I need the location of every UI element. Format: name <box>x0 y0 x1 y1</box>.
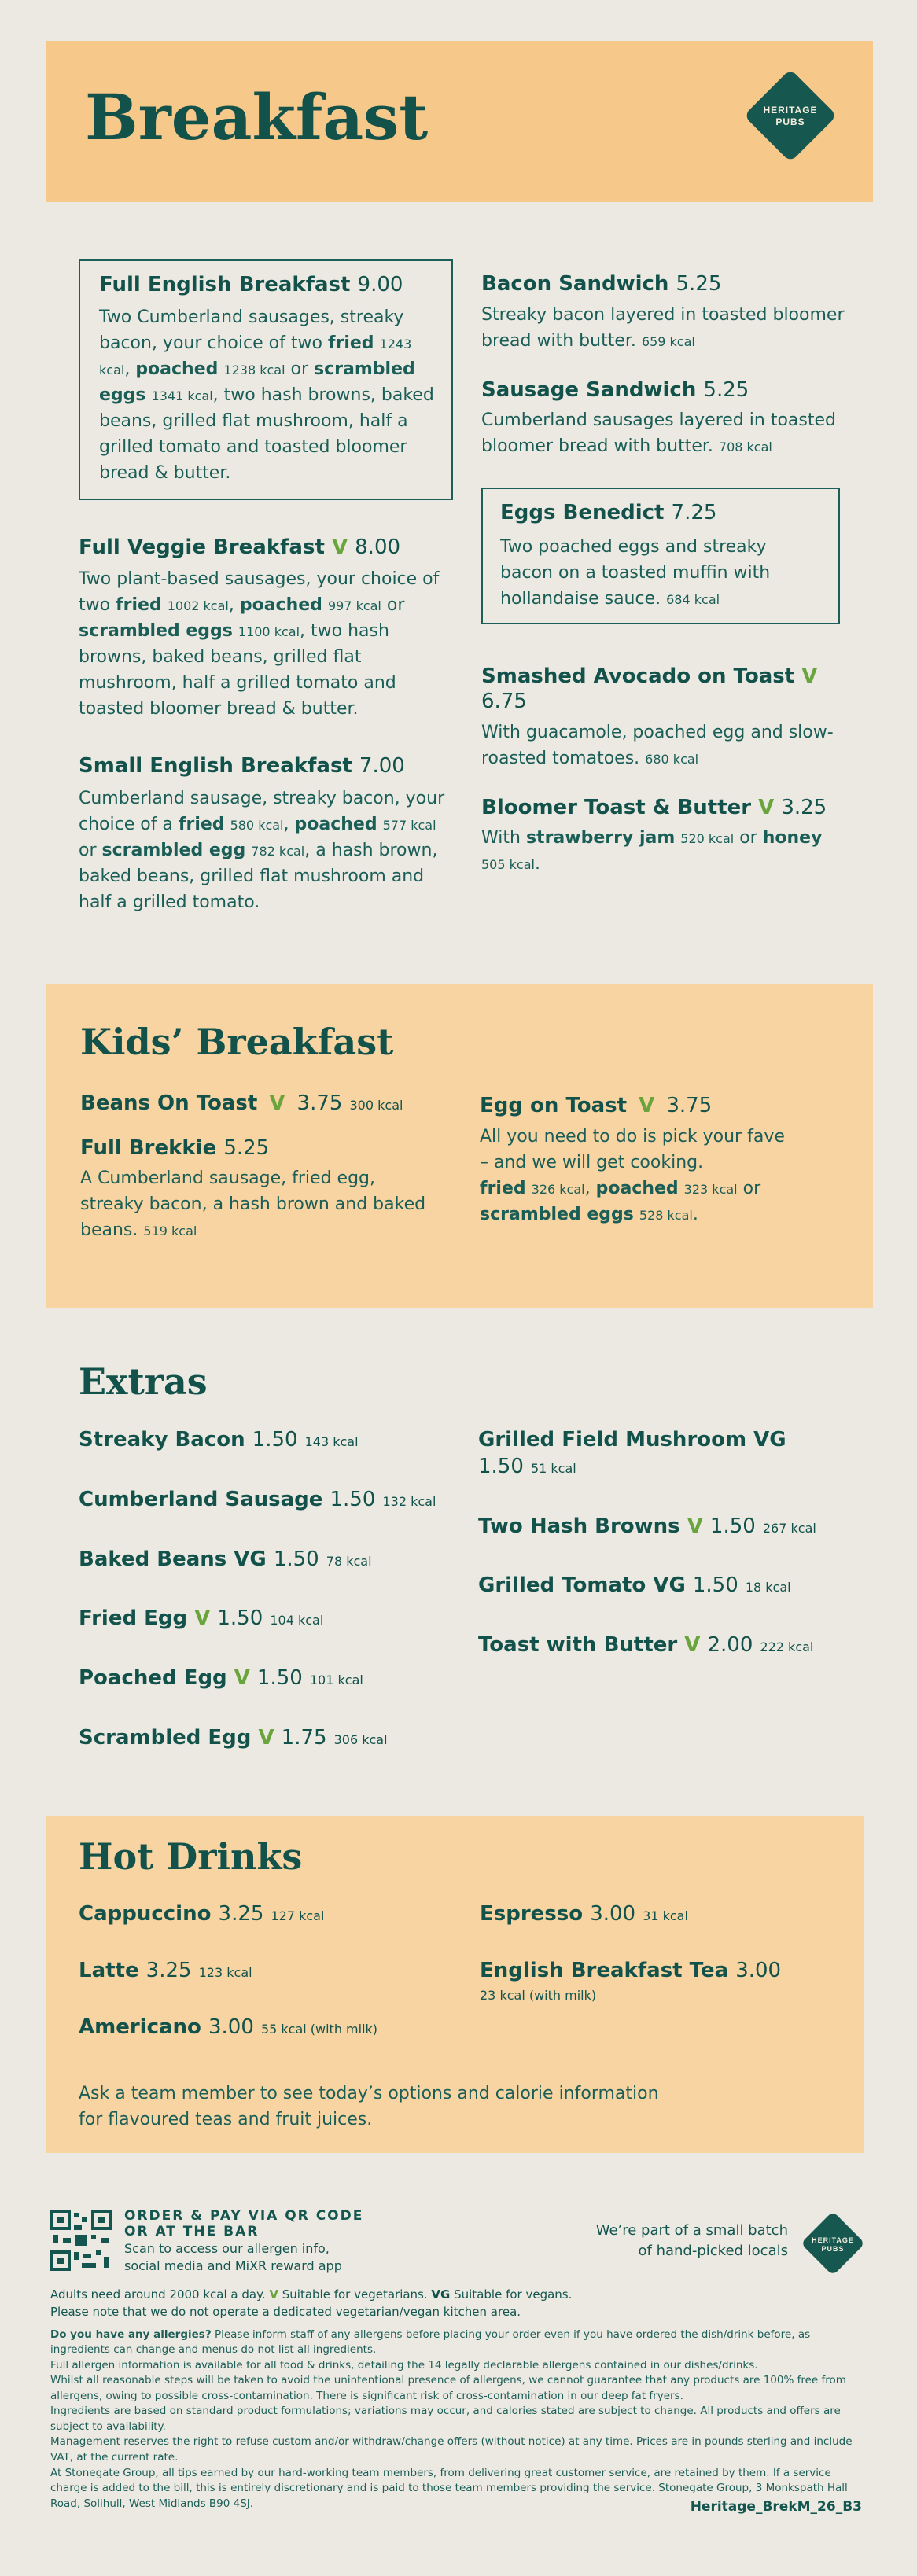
espresso-item <box>480 1901 849 1928</box>
extra-item <box>79 1725 472 1752</box>
item-name: Smashed Avocado on Toast <box>481 664 795 688</box>
item-price: 1.50 <box>478 1454 524 1478</box>
item-description: A Cumberland sausage, fried egg, streaky bacon, a hash brown and baked beans. 519 kcal <box>80 1168 426 1240</box>
extra-item <box>79 1606 472 1632</box>
kcal: 31 kcal <box>643 1908 688 1923</box>
full-english-box <box>79 259 453 500</box>
item-price: 1.50 <box>692 1573 738 1598</box>
item-price: 2.00 <box>707 1633 753 1658</box>
item-name: Poached Egg <box>79 1666 227 1691</box>
bacon-sandwich-item <box>481 271 851 354</box>
footer-logo <box>797 2208 868 2279</box>
item-description: With guacamole, poached egg and slow-roasted tomatoes. 680 kcal <box>481 722 834 768</box>
qr-code[interactable] <box>50 2210 112 2271</box>
tips-note: At Stonegate Group, all tips earned by our hard-working team members, from delivering great customer service, are retained by them. If a service charge is added to the bill, this is entirely discretionary and is paid to those team members providing the service. Stonegate Group, 3 Monkspath Hall Road, Solihull, West Midlands B90 4SJ. <box>50 2466 848 2510</box>
menu-code: Heritage_BrekM_26_B3 <box>690 2499 862 2515</box>
hot-drinks-title: Hot Drinks <box>79 1835 303 1878</box>
qr-sub-line1: Scan to access our allergen info, <box>124 2240 330 2256</box>
vegetarian-badge: V <box>684 1633 701 1658</box>
allergen-info: Full allergen information is available for all food & drinks, detailing the 14 legally declarable allergens contained in our dishes/drinks. <box>50 2358 758 2372</box>
qr-sub-line2: social media and MiXR reward app <box>124 2258 342 2274</box>
kcal: 1243 kcal <box>99 336 412 377</box>
kcal: 51 kcal <box>530 1460 576 1476</box>
logo-line2: PUBS <box>821 2245 845 2254</box>
item-price: 9.00 <box>357 273 403 296</box>
vegan-kitchen-note: Please note that we do not operate a dedicated vegetarian/vegan kitchen area. <box>50 2304 521 2319</box>
latte-item <box>79 1958 456 1985</box>
item-price: 1.50 <box>330 1487 376 1511</box>
breakfast-right-column <box>481 271 851 908</box>
kcal: 306 kcal <box>333 1731 388 1747</box>
vegetarian-badge: V <box>687 1514 703 1538</box>
kcal: 123 kcal <box>198 1964 252 1980</box>
item-name: Fried Egg <box>79 1606 188 1631</box>
vegetarian-badge: V <box>258 1725 274 1750</box>
sausage-sandwich-item <box>481 377 851 460</box>
small-batch-text: We’re part of a small batch of hand-picked locals <box>595 2222 788 2260</box>
extra-item <box>79 1547 472 1573</box>
item-name: Small English Breakfast <box>79 754 352 778</box>
logo-line2: PUBS <box>775 116 805 127</box>
item-price: 1.50 <box>252 1428 298 1452</box>
item-name: Full Brekkie <box>80 1135 217 1160</box>
legal-text <box>50 2287 868 2512</box>
extra-item <box>478 1427 856 1481</box>
item-name: Latte <box>79 1958 139 1982</box>
item-name: Full Veggie Breakfast <box>79 535 325 559</box>
reasonable-steps: Whilst all reasonable steps will be taken to avoid the unintentional presence of allergens, we cannot guarantee that any products are 100% free from allergens, owing to possible cross-contamination. There is significant risk of cross-contamination in our deep fat fryers. <box>50 2374 846 2402</box>
full-brekkie-item <box>80 1135 442 1244</box>
qr-title-line1: ORDER & PAY VIA QR CODE <box>124 2208 364 2224</box>
kcal: 1341 kcal <box>151 388 213 403</box>
extras-title: Extras <box>79 1360 208 1403</box>
item-price: 5.25 <box>703 377 749 402</box>
item-description: Cumberland sausage, streaky bacon, your choice of a fried 580 kcal, poached 577 kcal or scrambled egg 782 kcal, a hash brown, baked beans, grilled flat mushroom and half a grilled tomato. <box>79 788 445 912</box>
kcal: 18 kcal <box>745 1580 791 1595</box>
item-name: Beans On Toast <box>80 1091 258 1115</box>
management-note: Management reserves the right to refuse custom and/or withdraw/change offers (without notice) at any time. Prices are in pounds sterling and include VAT, at the current rate. <box>50 2435 853 2464</box>
item-price: 1.75 <box>281 1725 327 1750</box>
extra-item <box>79 1427 472 1454</box>
item-description: All you need to do is pick your fave – and we will get cooking. fried 326 kcal, poached 323 kcal or scrambled eggs 528 kcal. <box>480 1126 785 1224</box>
vegetarian-badge: V <box>194 1606 211 1631</box>
item-name: Two Hash Browns <box>478 1514 680 1538</box>
item-price: 3.75 <box>666 1094 713 1117</box>
kcal: 1238 kcal <box>223 362 285 377</box>
hot-drinks-left <box>79 1901 456 2074</box>
bloomer-toast-item <box>481 795 851 878</box>
extra-item <box>79 1487 472 1514</box>
item-name: Bloomer Toast & Butter <box>481 795 752 819</box>
item-price: 3.75 <box>296 1091 343 1115</box>
kcal: 267 kcal <box>762 1520 816 1536</box>
kcal: 300 kcal <box>349 1098 403 1113</box>
item-price: 3.00 <box>590 1902 636 1926</box>
item-description: Two Cumberland sausages, streaky bacon, your choice of two fried 1243 kcal, poached 1238 kcal or scrambled eggs 1341 kcal, two hash browns, baked beans, grilled flat mushroom, half a grilled tomato and toasted bloomer bread & butter. <box>99 307 434 483</box>
item-name: English Breakfast Tea <box>480 1958 729 1982</box>
kcal: 78 kcal <box>326 1553 372 1569</box>
vegan-badge: VG <box>653 1573 686 1598</box>
item-description: Two poached eggs and streaky bacon on a toasted muffin with hollandaise sauce. 684 kcal <box>500 536 771 609</box>
item-price: 8.00 <box>355 535 401 559</box>
item-name: Streaky Bacon <box>79 1428 245 1452</box>
extra-item <box>478 1514 856 1540</box>
item-price: 3.25 <box>145 1958 192 1982</box>
kcal: 222 kcal <box>760 1639 814 1655</box>
item-name: Bacon Sandwich <box>481 272 669 296</box>
item-price: 3.00 <box>208 2015 254 2039</box>
item-price: 5.25 <box>223 1135 270 1160</box>
item-price: 7.25 <box>671 501 717 524</box>
item-name: Espresso <box>480 1902 584 1926</box>
allergy-note: Do you have any allergies? Please inform staff of any allergens before placing your order even if you have ordered the dish/drink before, as ingredients can change and menus do not list all ingredients. <box>50 2328 811 2357</box>
qr-code-icon <box>50 2210 112 2271</box>
vegetarian-badge: V <box>234 1666 250 1691</box>
item-title <box>79 753 448 779</box>
kids-breakfast-panel <box>46 984 873 1308</box>
vegetarian-badge: V <box>269 1091 285 1115</box>
full-veggie-item <box>79 535 440 723</box>
kcal: 55 kcal (with milk) <box>260 2021 378 2037</box>
vegetarian-badge: V <box>801 664 818 688</box>
kids-title: Kids’ Breakfast <box>80 1021 394 1063</box>
cappuccino-item <box>79 1901 456 1928</box>
logo-line1: HERITAGE <box>812 2236 854 2244</box>
kcal: 132 kcal <box>382 1493 436 1509</box>
item-description: Streaky bacon layered in toasted bloomer bread with butter. 659 kcal <box>481 304 845 351</box>
logo-line1: HERITAGE <box>763 105 818 116</box>
vegetarian-badge: V <box>758 795 775 819</box>
english-breakfast-tea-item <box>480 1958 849 2003</box>
breakfast-title: Breakfast <box>85 80 429 154</box>
hot-drinks-panel <box>46 1816 864 2153</box>
item-name: Baked Beans <box>79 1547 227 1571</box>
kcal: 101 kcal <box>309 1673 363 1688</box>
item-title <box>79 535 440 561</box>
item-price: 1.50 <box>256 1666 303 1691</box>
kcal: 23 kcal (with milk) <box>480 1987 597 2003</box>
item-name: Toast with Butter <box>478 1633 678 1658</box>
breakfast-header-panel <box>46 41 873 202</box>
item-title <box>99 272 434 298</box>
extra-item <box>79 1665 472 1692</box>
extra-item <box>478 1573 856 1599</box>
heritage-pubs-logo <box>743 68 838 163</box>
vegetarian-badge: V <box>331 535 348 559</box>
item-description: Two plant-based sausages, your choice of two fried 1002 kcal, poached 997 kcal or scrambled eggs 1100 kcal, two hash browns, baked beans, grilled flat mushroom, half a grilled tomato and toasted bloomer bread & butter. <box>79 569 440 719</box>
kcal: 143 kcal <box>304 1434 359 1449</box>
item-name: Americano <box>79 2015 201 2039</box>
egg-on-toast-item <box>480 1093 842 1227</box>
item-name: Scrambled Egg <box>79 1725 252 1750</box>
hot-drinks-note: Ask a team member to see today’s options and calorie information for flavoured teas and fruit juices. <box>79 2084 659 2129</box>
qr-title-line2: OR AT THE BAR <box>124 2224 260 2240</box>
item-name: Full English Breakfast <box>99 273 351 296</box>
qr-text <box>124 2208 423 2276</box>
item-name: Egg on Toast <box>480 1094 628 1117</box>
vegan-badge: VG <box>234 1547 267 1571</box>
hot-drinks-right <box>480 1901 849 2003</box>
ingredients-note: Ingredients are based on standard product formulations; variations may occur, and calories stated are subject to change. All products and offers are subject to availability. <box>50 2405 841 2433</box>
item-name: Cumberland Sausage <box>79 1487 323 1511</box>
item-name: Grilled Field Mushroom <box>478 1428 747 1452</box>
kcal: 104 kcal <box>270 1613 324 1628</box>
kcal: 127 kcal <box>271 1908 325 1923</box>
smashed-avocado-item <box>481 664 851 771</box>
extra-item <box>478 1632 856 1659</box>
item-description: With strawberry jam 520 kcal or honey 505 kcal. <box>481 828 823 874</box>
item-price: 3.25 <box>218 1902 264 1926</box>
item-price: 3.25 <box>781 795 827 819</box>
item-price: 3.00 <box>735 1958 782 1982</box>
vegan-badge: VG <box>753 1428 786 1452</box>
item-price: 7.00 <box>359 754 405 778</box>
item-name: Grilled Tomato <box>478 1573 646 1598</box>
breakfast-left-column <box>79 259 456 947</box>
item-price: 5.25 <box>676 272 722 296</box>
extras-left-column <box>79 1427 472 1785</box>
item-price: 1.50 <box>217 1606 263 1631</box>
americano-item <box>79 2015 456 2041</box>
item-name: Cappuccino <box>79 1902 212 1926</box>
beans-on-toast-item <box>80 1091 442 1117</box>
vegetarian-badge: V <box>639 1094 655 1117</box>
item-price: 6.75 <box>481 690 527 713</box>
item-name: Sausage Sandwich <box>481 377 697 402</box>
item-description: Cumberland sausages layered in toasted bloomer bread with butter. 708 kcal <box>481 410 836 456</box>
extras-right-column <box>478 1427 856 1692</box>
small-english-item <box>79 753 448 915</box>
item-name: Eggs Benedict <box>500 501 665 524</box>
item-price: 1.50 <box>709 1514 756 1538</box>
eggs-benedict-box <box>481 488 840 624</box>
kids-left-column <box>80 1091 442 1243</box>
item-price: 1.50 <box>273 1547 319 1571</box>
adults-note: Adults need around 2000 kcal a day. V Suitable for vegetarians. VG Suitable for vegans. <box>50 2287 573 2302</box>
